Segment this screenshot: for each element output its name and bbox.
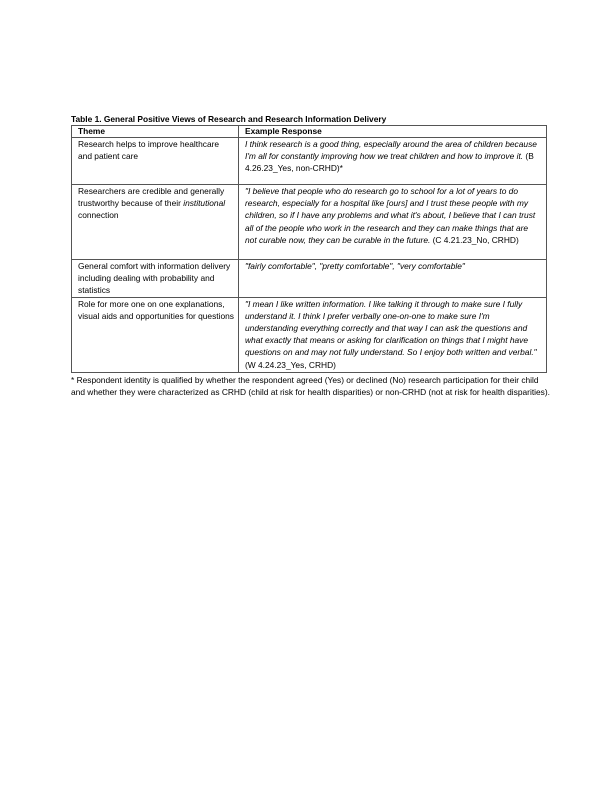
table-row [72, 138, 547, 185]
theme-cell: Research helps to improve healthcare and patient care [72, 138, 239, 185]
table-footnote: * Respondent identity is qualified by whether the respondent agreed (Yes) or declined (No) research participation for their child and whether they were characterized as CRHD (child at risk for health disparities) or non-CRHD (not at risk for health disparities). [71, 374, 550, 397]
table-block [71, 114, 550, 398]
header-theme: Theme [72, 126, 239, 138]
response-cell [239, 185, 547, 260]
response-cell [239, 297, 547, 372]
response-quote: "I mean I like written information. I like talking it through to make sure I fully understand it. I think I prefer verbally one-on-one to make sure I'm understanding everything correctly and that way I can ask the questions and what exactly that means or asking for clarification on things that I might have questions on and may not fully understand. So I enjoy both written and verbal." [245, 298, 537, 358]
response-citation: (W 4.24.23_Yes, CRHD) [245, 359, 336, 370]
response-quote: "fairly comfortable", "pretty comfortable", "very comfortable" [245, 261, 465, 271]
theme-text-emphasis: institutional [183, 198, 226, 209]
theme-text: Researchers are credible and generally trustworthy because of their [78, 186, 225, 209]
theme-cell: Role for more one on one explanations, visual aids and opportunities for questions [72, 297, 239, 372]
table-header-row [72, 126, 547, 138]
table-row [72, 297, 547, 372]
theme-cell: General comfort with information delivery including dealing with probability and statistics [72, 260, 239, 298]
response-cell [239, 138, 547, 185]
themes-table [71, 125, 547, 373]
response-quote: "I believe that people who do research go to school for a lot of years to do research, especially for a hospital like [ours] and I trust these people with my children, so if I have any problems and what it's about, I believe that I can trust all of the people who work in the research and they can make things that are not curable now, they can be curable in the future. [245, 186, 536, 245]
table-row [72, 185, 547, 260]
table-row [72, 260, 547, 298]
header-example-response: Example Response [239, 126, 547, 138]
response-citation: (B 4.26.23_Yes, non-CRHD)* [245, 151, 534, 174]
response-quote: I think research is a good thing, especially around the area of children because I'm all for constantly improving how we treat children and how to improve it. [245, 139, 537, 162]
response-cell [239, 260, 547, 298]
response-citation: (C 4.21.23_No, CRHD) [430, 234, 519, 245]
theme-text: connection [78, 210, 119, 221]
table-caption: Table 1. General Positive Views of Research and Research Information Delivery [71, 114, 387, 124]
theme-cell [72, 185, 239, 260]
